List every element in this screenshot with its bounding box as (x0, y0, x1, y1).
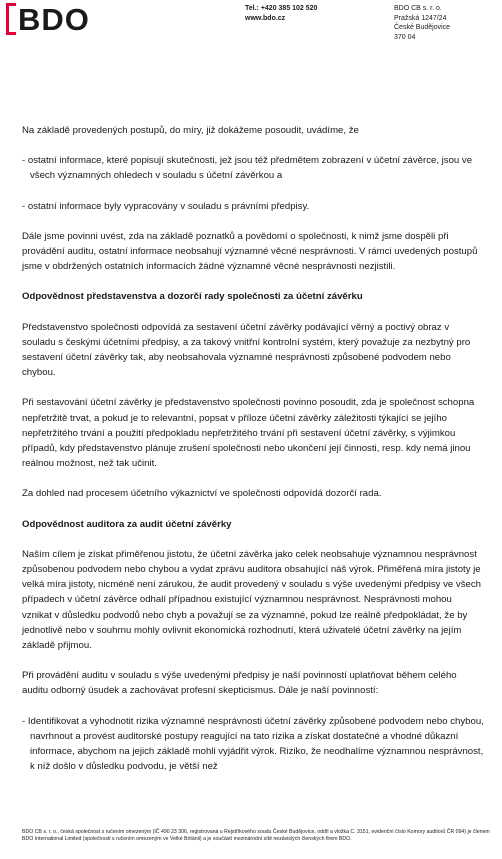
paragraph: Při sestavování účetní závěrky je představenstvo společnosti povinno posoudit, zda je společnost schopna nepřetržitě trvat, a pokud je to relevantní, popsat v příloze účetní závěrky záležitosti týkající se jejího nepřetržitého trvání a použití předpokladu nepřetržitého trvání při sestavení účetní závěrky, s výjimkou případů, kdy představenstvo plánuje zrušení společnosti nebo ukončení její činnosti, resp. kdy nemá jinou reálnou možnost, než tak učinit. (22, 397, 475, 470)
list-item: - Identifikovat a vyhodnotit rizika významné nesprávnosti účetní závěrky způsobené podvodem nebo chybou, navrhnout a provést auditorské postupy reagující na tato rizika a získat dostatečné a vhodné důkazní informace, abychom na jejich základě mohli vyjádřit výrok. Riziko, že neodhalíme významnou nesprávnost, k níž došlo v důsledku podvodu, je větší než (22, 715, 484, 773)
paragraph: Za dohled nad procesem účetního výkaznictví ve společnosti odpovídá dozorčí rada. (22, 488, 382, 500)
address-block (394, 4, 450, 42)
paragraph: Při provádění auditu v souladu s výše uvedenými předpisy je naší povinností uplatňovat během celého auditu odborný úsudek a zachovávat profesní skepticismus. Dále je naší povinností: (22, 670, 457, 697)
contact-block (245, 4, 317, 24)
address-line: 370 04 (394, 33, 416, 41)
address-line: BDO CB s. r. o. (394, 5, 442, 12)
paragraph: Naším cílem je získat přiměřenou jistotu, že účetní závěrka jako celek neobsahuje významnou nesprávnost způsobenou podvodem nebo chybou a vydat zprávu auditora obsahující náš výrok. Přiměřená míra jistoty je velká míra jistoty, nicméně není zárukou, že audit provedený v souladu s výše uvedenými předpisy ve všech případech v účetní závěrce odhalí případnou existující významnou nesprávnost. Nesprávnosti mohou vznikat v důsledku podvodů nebo chyb a považují se za významné, pokud lze reálně předpokládat, že by jednotlivě nebo v souhrnu mohly ovlivnit ekonomická rozhodnutí, která uživatelé účetní závěrky na jejím základě přijmou. (22, 548, 481, 652)
paragraph: Představenstvo společnosti odpovídá za sestavení účetní závěrky podávající věrný a poctivý obraz v souladu s českými účetními předpisy, a za takový vnitřní kontrolní systém, který považuje za nezbytný pro sestavení účetní závěrky tak, aby neobsahovala významné nesprávnosti způsobené podvodem nebo chybou. (22, 321, 471, 379)
bdo-logo (4, 0, 96, 38)
website-link[interactable]: www.bdo.cz (245, 15, 286, 22)
address-line: České Budějovice (394, 24, 451, 31)
logo-wordmark: BDO (18, 1, 90, 37)
section-heading: Odpovědnost auditora za audit účetní závěrky (22, 518, 232, 530)
address-line: Pražská 1247/24 (394, 14, 447, 22)
document-body (22, 123, 484, 790)
paragraph: Dále jsme povinni uvést, zda na základě poznatků a povědomí o společnosti, k nimž jsme dospěli při provádění auditu, ostatní informace neobsahují významné věcné nesprávnosti. V rámci uvedených postupů jsme v obdržených ostatních informacích žádné významné věcné nesprávnosti nezjistili. (22, 230, 478, 273)
section-heading: Odpovědnost představenstva a dozorčí rady společnosti za účetní závěrku (22, 291, 363, 303)
phone-number: Tel.: +420 385 102 520 (245, 5, 318, 12)
page-footer: BDO CB s. r. o., česká společnost s ručením omezeným (IČ 490 23 306, registrovaná u Rejstříkového soudu České Budějovice, oddíl a vložka C. 3151, evidenční číslo Komory auditorů ČR 094) je členem BDO International Limited (společnosti s ručením omezeným ve Velké Británii) a je součástí mezinárodní sítě nezávislých členských firem BDO. (22, 829, 490, 842)
list-item: - ostatní informace, které popisují skutečnosti, jež jsou též předmětem zobrazení v účetní závěrce, jsou ve všech významných ohledech v souladu s účetní závěrkou a (22, 155, 473, 182)
list-item: - ostatní informace byly vypracovány v souladu s právními předpisy. (22, 200, 310, 212)
paragraph: Na základě provedených postupů, do míry, již dokážeme posoudit, uvádíme, že (22, 125, 359, 136)
logo-bracket (6, 3, 16, 35)
